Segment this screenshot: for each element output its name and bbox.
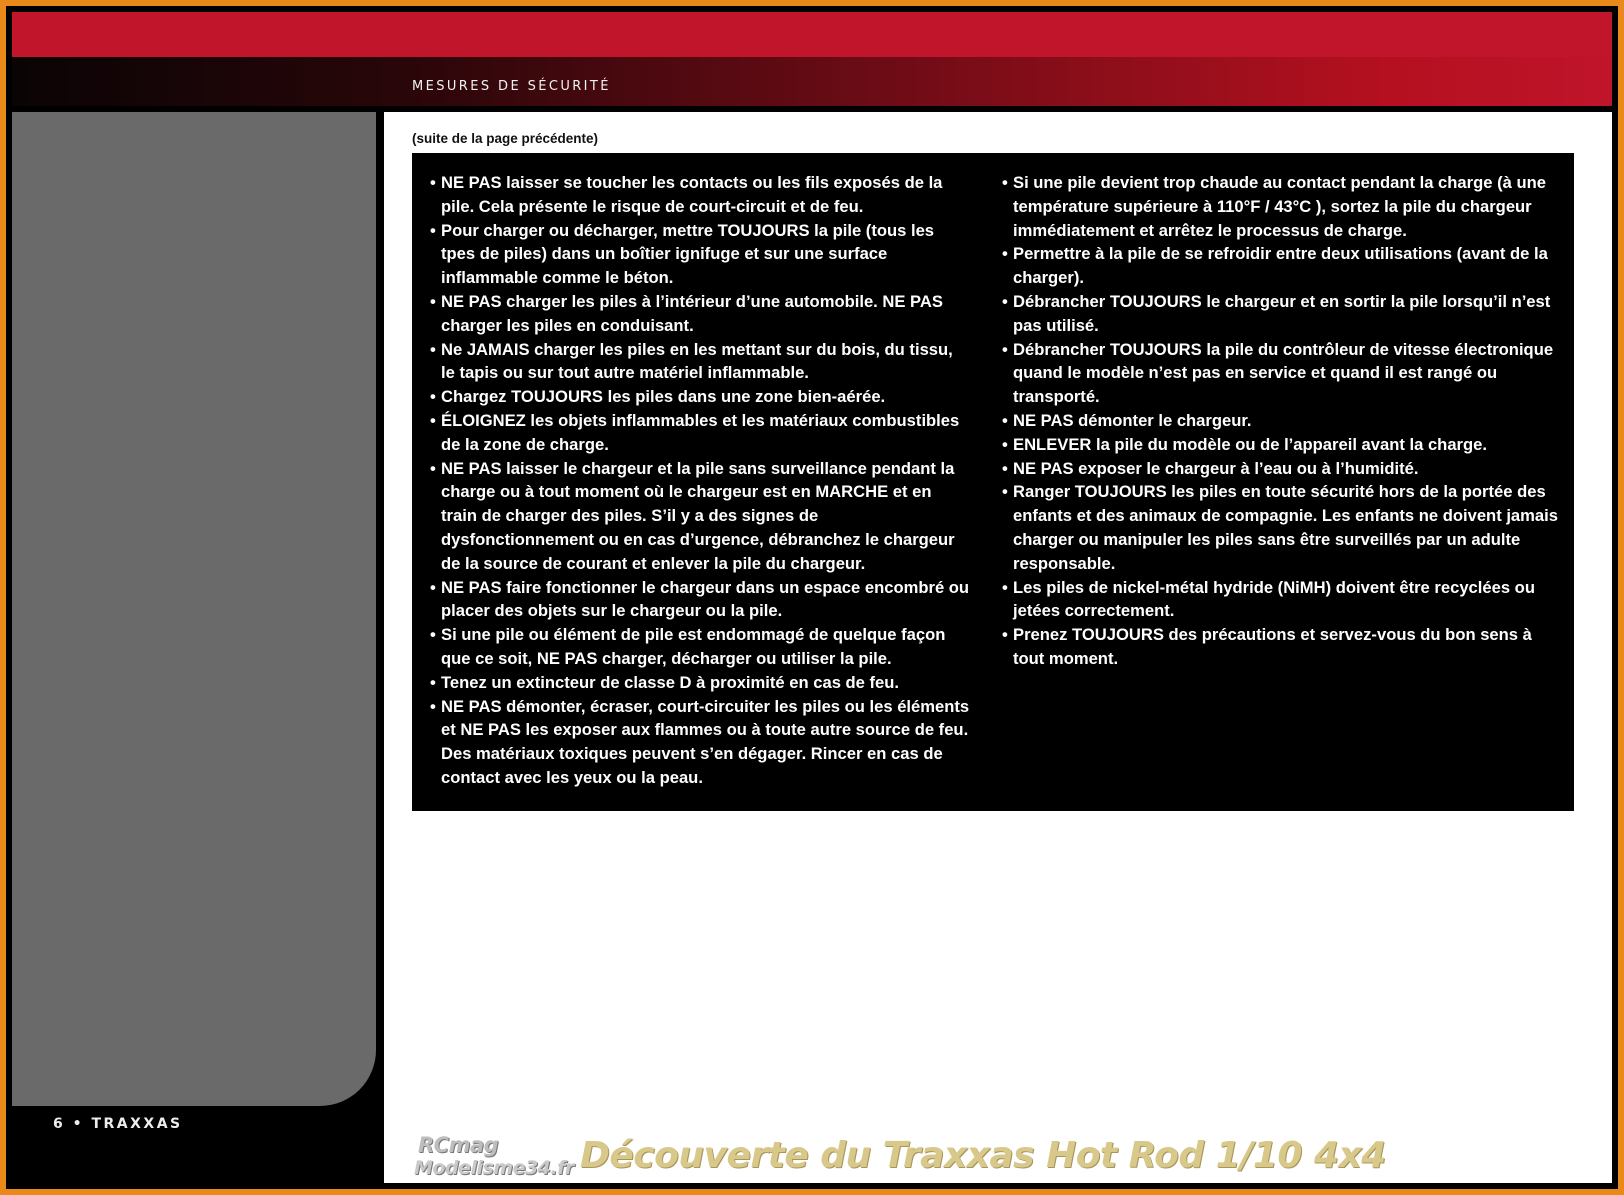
warning-item: • Ranger TOUJOURS les piles en toute sécurité hors de la portée des enfants et des animaux de compagnie. Les enfants ne doivent jamais charger ou manipuler les piles sans être surveillés par un adulte responsable. <box>1002 480 1558 575</box>
warning-item: • Chargez TOUJOURS les piles dans une zone bien-aérée. <box>430 385 970 409</box>
warning-item: • ENLEVER la pile du modèle ou de l’appareil avant la charge. <box>1002 433 1558 457</box>
warning-column-right <box>1002 171 1558 671</box>
header-red-bar <box>12 12 1612 57</box>
watermark-logo-rcmag: RCmag <box>418 1133 499 1157</box>
warning-box <box>412 153 1574 811</box>
warning-item: • NE PAS laisser se toucher les contacts ou les fils exposés de la pile. Cela présente le risque de court-circuit et de feu. <box>430 171 970 219</box>
warning-item: • Tenez un extincteur de classe D à proximité en cas de feu. <box>430 671 970 695</box>
warning-item: • ÉLOIGNEZ les objets inflammables et les matériaux combustibles de la zone de charge. <box>430 409 970 457</box>
warning-item: • NE PAS faire fonctionner le chargeur dans un espace encombré ou placer des objets sur le chargeur ou la pile. <box>430 576 970 624</box>
watermark-title: Découverte du Traxxas Hot Rod 1/10 4x4 <box>580 1135 1386 1176</box>
warning-column-left <box>430 171 970 790</box>
watermark-logo-site: Modelisme34.fr <box>414 1157 574 1179</box>
section-title: MESURES DE SÉCURITÉ <box>412 79 611 94</box>
warning-item: • Les piles de nickel-métal hydride (NiMH) doivent être recyclées ou jetées correctement. <box>1002 576 1558 624</box>
watermark <box>414 1131 1386 1185</box>
warning-item: • NE PAS charger les piles à l’intérieur d’une automobile. NE PAS charger les piles en conduisant. <box>430 290 970 338</box>
warning-item: • Si une pile ou élément de pile est endommagé de quelque façon que ce soit, NE PAS charger, décharger ou utiliser la pile. <box>430 623 970 671</box>
warning-item: • NE PAS démonter le chargeur. <box>1002 409 1558 433</box>
warning-item: • Permettre à la pile de se refroidir entre deux utilisations (avant de la charger). <box>1002 242 1558 290</box>
sidebar-panel <box>12 112 376 1106</box>
warning-item: • Débrancher TOUJOURS la pile du contrôleur de vitesse électronique quand le modèle n’est pas en service et quand il est rangé ou transporté. <box>1002 338 1558 409</box>
warning-item: • NE PAS exposer le chargeur à l’eau ou à l’humidité. <box>1002 457 1558 481</box>
warning-item: • Débrancher TOUJOURS le chargeur et en sortir la pile lorsqu’il n’est pas utilisé. <box>1002 290 1558 338</box>
warning-list-left <box>430 171 970 790</box>
warning-item: • Pour charger ou décharger, mettre TOUJOURS la pile (tous les tpes de piles) dans un boîtier ignifuge et sur une surface inflammable comme le béton. <box>430 219 970 290</box>
header-gradient-band <box>12 57 1612 106</box>
warning-item: • NE PAS laisser le chargeur et la pile sans surveillance pendant la charge ou à tout moment où le chargeur est en MARCHE et en train de charger des piles. S’il y a des signes de dysfonctionnement ou en cas d’urgence, débranchez le chargeur de la source de courant et enlever la pile du chargeur. <box>430 457 970 576</box>
warning-item: • Prenez TOUJOURS des précautions et servez-vous du bon sens à tout moment. <box>1002 623 1558 671</box>
warning-item: • NE PAS démonter, écraser, court-circuiter les piles ou les éléments et NE PAS les exposer aux flammes ou à toute autre source de feu. Des matériaux toxiques peuvent s’en dégager. Rincer en cas de contact avec les yeux ou la peau. <box>430 695 970 790</box>
warning-item: • Si une pile devient trop chaude au contact pendant la charge (à une température supérieure à 110°F / 43°C ), sortez la pile du chargeur immédiatement et arrêtez le processus de charge. <box>1002 171 1558 242</box>
warning-item: • Ne JAMAIS charger les piles en les mettant sur du bois, du tissu, le tapis ou sur tout autre matériel inflammable. <box>430 338 970 386</box>
continued-note: (suite de la page précédente) <box>412 131 599 146</box>
warning-list-right <box>1002 171 1558 671</box>
page-footer: 6 • TRAXXAS <box>53 1116 183 1132</box>
